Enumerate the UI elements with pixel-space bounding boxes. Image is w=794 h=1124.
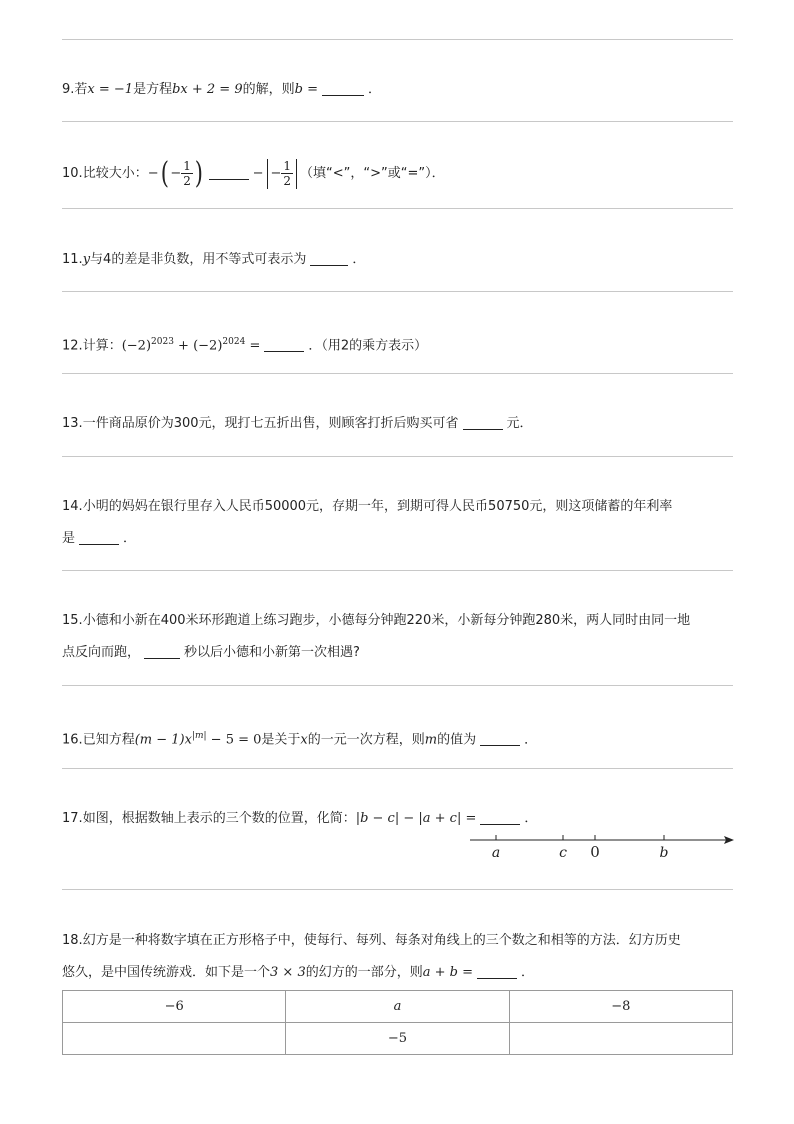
question-11: 11.y与4的差是非负数，用不等式可表示为 ．: [62, 252, 366, 267]
question-number: 18.: [62, 933, 83, 948]
table-row: [63, 1023, 733, 1055]
answer-blank[interactable]: [322, 81, 364, 96]
separator: [62, 208, 733, 209]
answer-blank[interactable]: [480, 731, 520, 746]
abs-bar: [267, 159, 268, 189]
table-cell: −8: [509, 991, 732, 1023]
question-15: 15.小德和小新在400米环形跑道上练习跑步，小德每分钟跑220米，小新每分钟跑280米，两人同时由同一地 点反向而跑， 秒以后小德和小新第一次相遇?: [62, 613, 691, 660]
question-number: 10.: [62, 166, 83, 181]
answer-blank[interactable]: [209, 165, 249, 180]
separator: [62, 121, 733, 122]
question-17: 17.如图，根据数轴上表示的三个数的位置，化简：|b − c| − |a + c| = ．: [62, 811, 538, 826]
separator: [62, 291, 733, 292]
number-line: [468, 830, 740, 864]
question-number: 16.: [62, 732, 83, 748]
question-13: 13.一件商品原价为300元，现打七五折出售，则顾客打折后购买可省 元．: [62, 416, 533, 431]
table-cell: −6: [63, 991, 286, 1023]
separator: [62, 685, 733, 686]
answer-blank[interactable]: [144, 644, 180, 659]
separator: [62, 570, 733, 571]
answer-blank[interactable]: [480, 810, 520, 825]
question-12: 12.计算：$(-2)^{2023} + (-2)^{2024}$ = ．（用2的乘方表示）: [62, 337, 428, 354]
left-paren: (: [160, 155, 169, 191]
answer-blank[interactable]: [264, 337, 304, 352]
point-label-c: c: [559, 845, 567, 861]
table-cell: [509, 1023, 732, 1055]
question-number: 9.: [62, 82, 75, 97]
answer-blank[interactable]: [79, 530, 119, 545]
question-number: 13.: [62, 416, 83, 431]
point-label-b: b: [659, 845, 669, 861]
fraction: $\frac{1}{2}$: [183, 159, 191, 188]
question-number: 14.: [62, 499, 83, 514]
question-14: 14.小明的妈妈在银行里存入人民币50000元，存期一年，到期可得人民币50750元，则这项储蓄的年利率 是 ．: [62, 499, 673, 546]
right-paren: ): [194, 155, 203, 191]
separator: [62, 456, 733, 457]
table-cell: [63, 1023, 286, 1055]
fraction: $\frac{1}{2}$: [283, 159, 292, 188]
question-number: 15.: [62, 613, 83, 628]
question-10: 10.比较大小：−( − $\frac{1}{2}$ ) − − $\frac{1}{2}$ （填“<”，“>”或“=”）．: [62, 155, 445, 191]
separator: [62, 889, 733, 890]
question-9: 9.若x = −1是方程bx + 2 = 9的解，则b = ．: [62, 82, 381, 97]
magic-square-table: [62, 990, 733, 1055]
question-18: 18.幻方是一种将数字填在正方形格子中，使每行、每列、每条对角线上的三个数之和相等的方法．幻方历史 悠久，是中国传统游戏．如下是一个3 × 3的幻方的一部分，则a + b = ．: [62, 933, 681, 980]
question-number: 17.: [62, 811, 83, 826]
separator: [62, 39, 733, 40]
abs-bar: [296, 159, 297, 189]
answer-blank[interactable]: [310, 251, 348, 266]
answer-blank[interactable]: [477, 964, 517, 979]
separator: [62, 768, 733, 769]
question-16: 16.已知方程$(m - 1)x^{|m|} - 5 = 0$是关于x的一元一次方程，则m的值为 ．: [62, 731, 538, 748]
answer-blank[interactable]: [463, 415, 503, 430]
question-number: 12.: [62, 338, 83, 354]
table-row: [63, 991, 733, 1023]
point-label-a: a: [491, 845, 501, 861]
separator: [62, 373, 733, 374]
point-label-zero: 0: [590, 843, 600, 861]
table-cell: a: [286, 991, 509, 1023]
table-cell: −5: [286, 1023, 509, 1055]
question-number: 11.: [62, 252, 83, 267]
